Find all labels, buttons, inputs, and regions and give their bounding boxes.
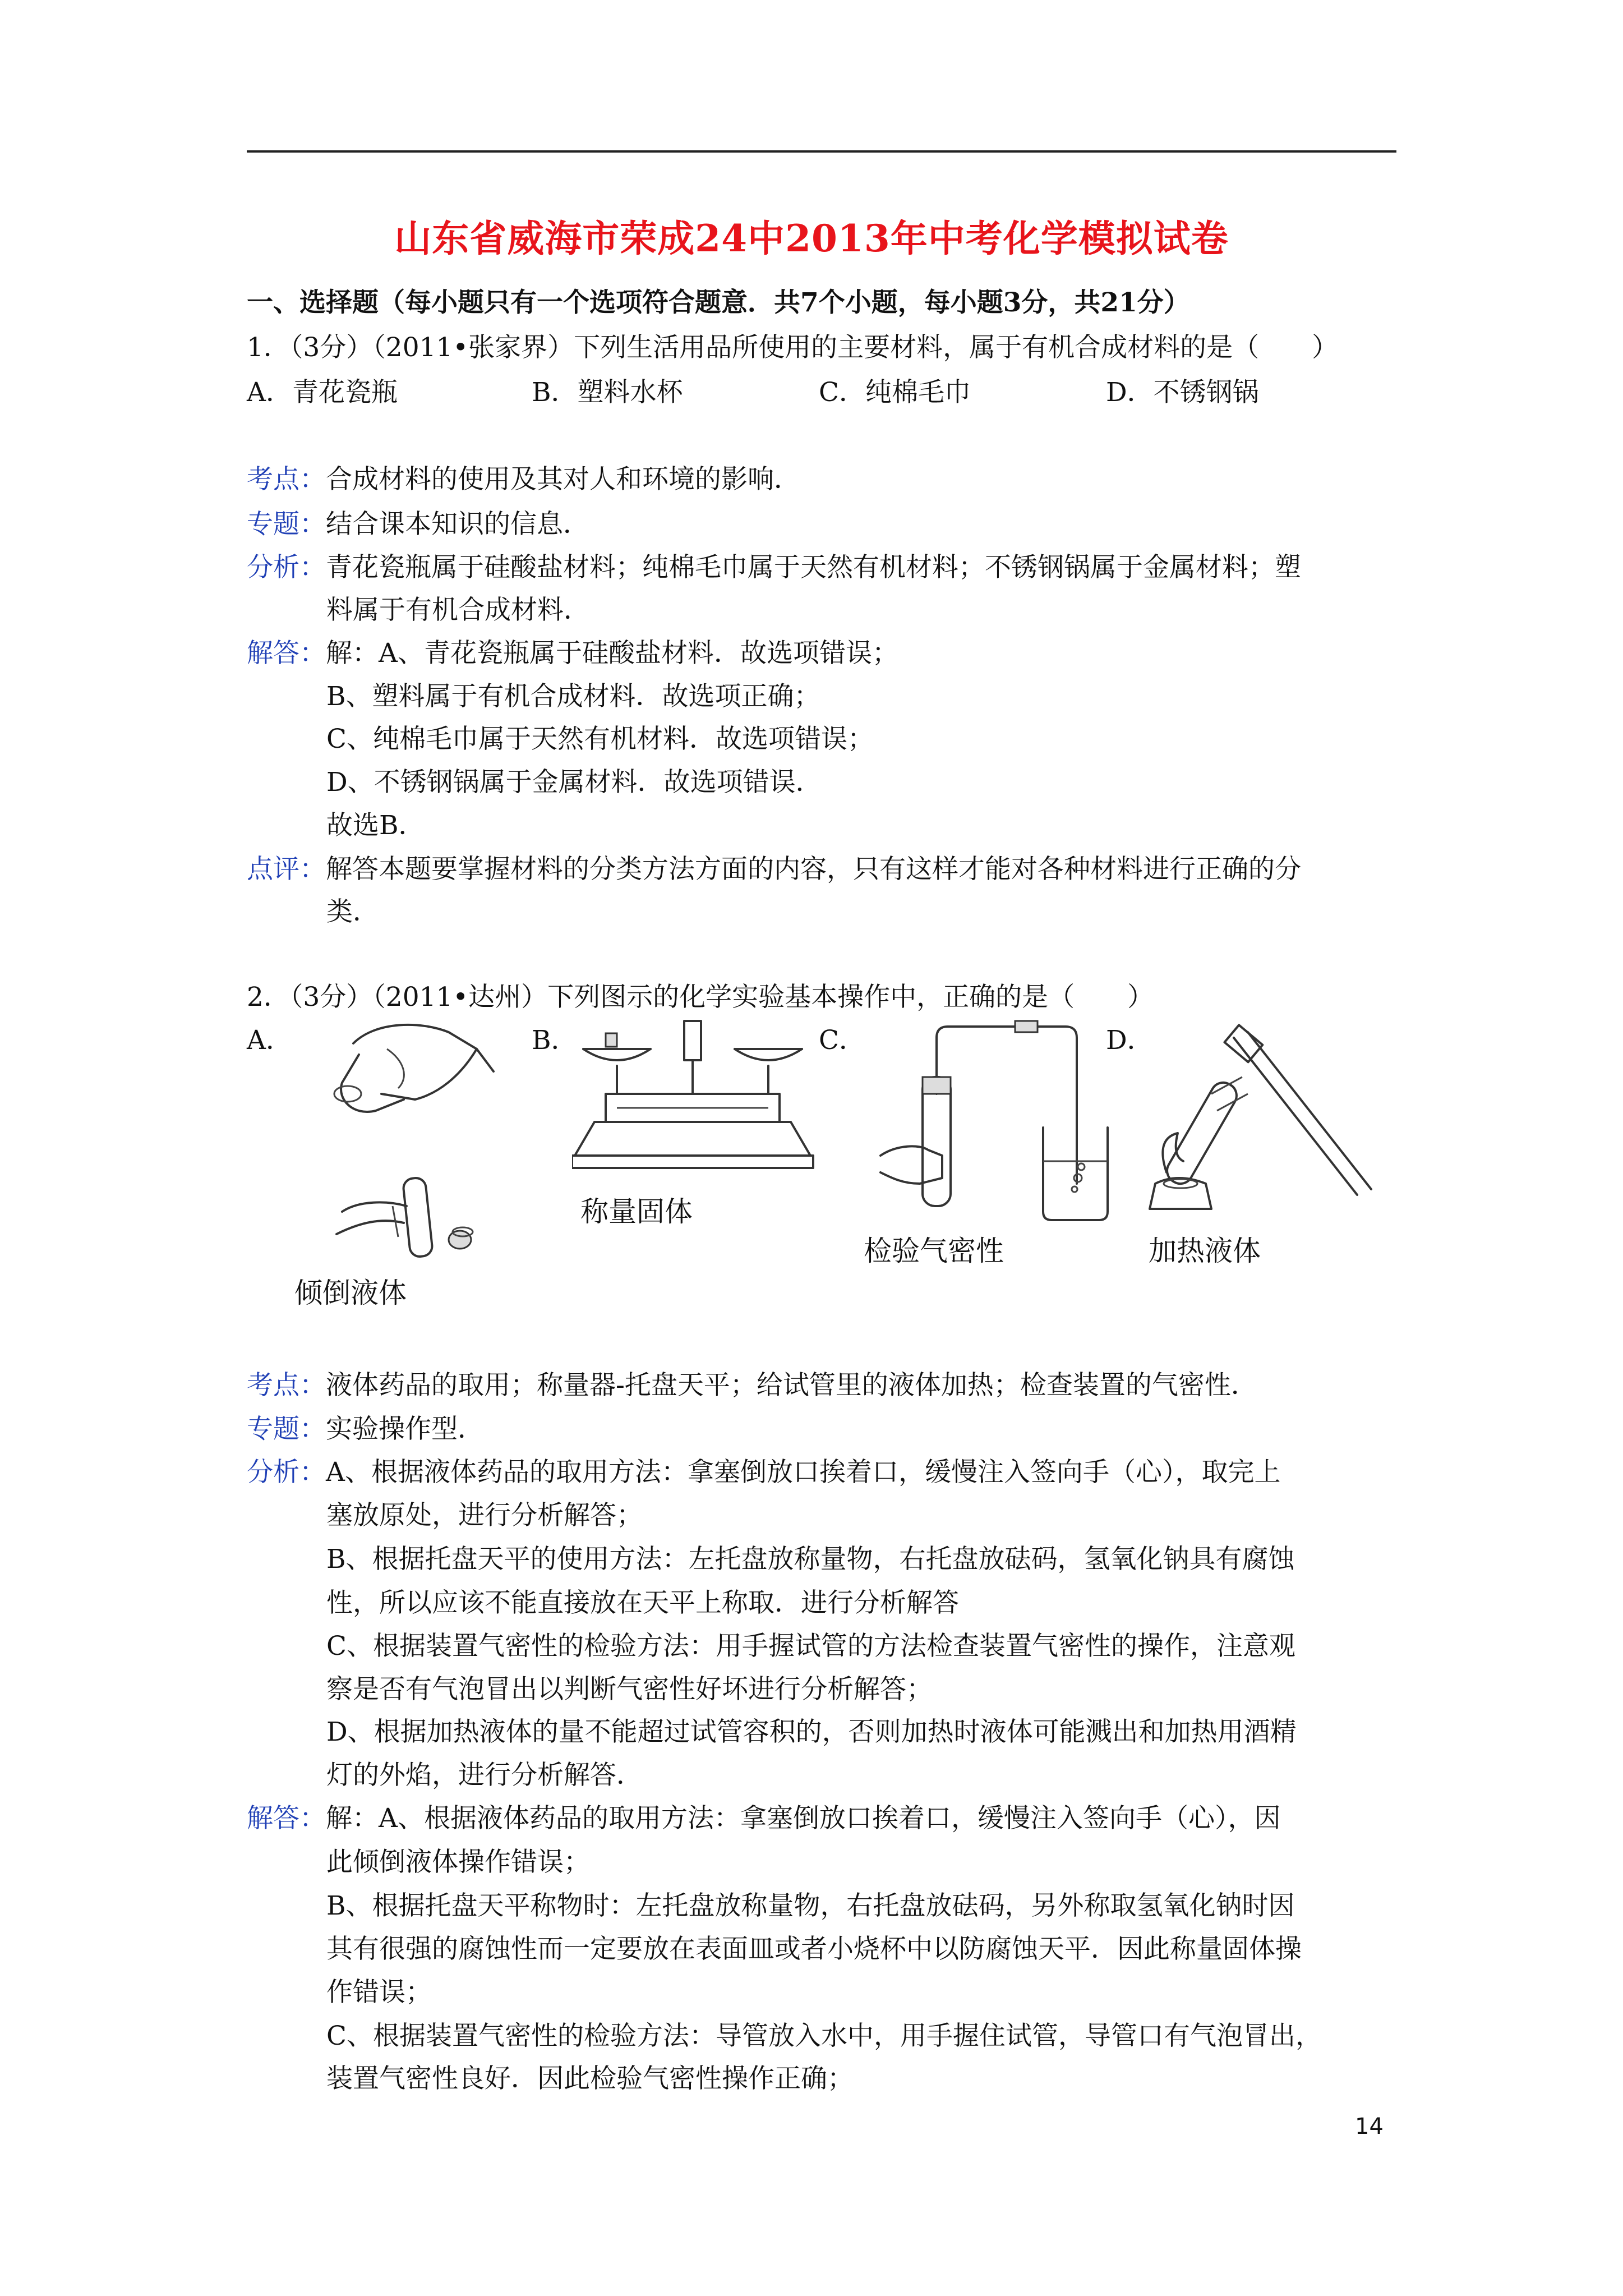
q2-fenxi-text-8: 灯的外焰，进行分析解答． xyxy=(326,1760,643,1791)
q2-jieda-text-6: C、根据装置气密性的检验方法：导管放入水中，用手握住试管，导管口有气泡冒出， xyxy=(326,2021,1322,2051)
zhuanti-label: 专题： xyxy=(247,509,326,540)
zhuanti-label-2: 专题： xyxy=(247,1414,326,1444)
q2-kaodian-text: 液体药品的取用；称量器-托盘天平；给试管里的液体加热；检查装置的气密性． xyxy=(326,1370,1257,1401)
q1-kaodian xyxy=(247,463,800,496)
fenxi-label-2: 分析： xyxy=(247,1457,326,1488)
q1-kaodian-text: 合成材料的使用及其对人和环境的影响． xyxy=(326,464,800,495)
q2-option-c-letter: C． xyxy=(819,1025,865,1056)
q1-dianping-text-1: 解答本题要掌握材料的分类方法方面的内容，只有这样才能对各种材料进行正确的分 xyxy=(326,854,1301,885)
jieda-label-2: 解答： xyxy=(247,1803,326,1834)
q2-option-b-letter: B． xyxy=(532,1025,578,1056)
header-rule xyxy=(247,150,1396,153)
heating-liquid-illustration xyxy=(1144,1015,1380,1217)
q2-caption-c: 检验气密性 xyxy=(864,1235,1004,1267)
q2-fenxi-text-4: 性，所以应该不能直接放在天平上称取．进行分析解答 xyxy=(326,1588,959,1618)
q2-fenxi xyxy=(247,1456,1280,1489)
q1-jieda-text-3: C、纯棉毛巾属于天然有机材料．故选项错误； xyxy=(326,724,874,754)
fenxi-label: 分析： xyxy=(247,552,326,583)
q1-jieda xyxy=(247,637,898,670)
q1-fenxi xyxy=(247,551,1301,585)
section-heading: 一、选择题（每小题只有一个选项符合题意．共7个小题，每小题3分，共21分） xyxy=(247,287,1190,318)
q2-jieda-text-7: 装置气密性良好．因此检验气密性操作正确； xyxy=(326,2063,854,2094)
dianping-label: 点评： xyxy=(247,854,326,885)
q1-jieda-text-4: D、不锈钢锅属于金属材料．故选项错误． xyxy=(326,767,822,798)
q2-zhuanti-text: 实验操作型． xyxy=(326,1414,484,1444)
q1-option-c: C．纯棉毛巾 xyxy=(819,377,971,408)
q1-stem: 1．（3分）（2011•张家界）下列生活用品所使用的主要材料，属于有机合成材料的是（ ） xyxy=(247,332,1339,363)
pouring-liquid-illustration xyxy=(292,1010,516,1262)
q1-zhuanti-text: 结合课本知识的信息． xyxy=(326,509,589,540)
q2-fenxi-text-2: 塞放原处，进行分析解答； xyxy=(326,1500,643,1531)
kaodian-label: 考点： xyxy=(247,464,326,495)
q2-fenxi-text-1: A、根据液体药品的取用方法：拿塞倒放口挨着口，缓慢注入签向手（心），取完上 xyxy=(326,1457,1281,1488)
q1-dianping-text-2: 类． xyxy=(326,896,379,927)
q2-jieda-text-4: 其有很强的腐蚀性而一定要放在表面皿或者小烧杯中以防腐蚀天平．因此称量固体操 xyxy=(326,1934,1302,1964)
q1-option-b: B．塑料水杯 xyxy=(532,377,683,408)
q1-option-d: D．不锈钢锅 xyxy=(1106,377,1259,408)
q1-dianping xyxy=(247,853,1301,886)
balance-scale-illustration xyxy=(572,1010,819,1189)
q2-caption-b: 称量固体 xyxy=(580,1195,693,1228)
q1-fenxi-text-1: 青花瓷瓶属于硅酸盐材料；纯棉毛巾属于天然有机材料；不锈钢锅属于金属材料；塑 xyxy=(326,552,1301,583)
q2-stem: 2．（3分）（2011•达州）下列图示的化学实验基本操作中，正确的是（ ） xyxy=(247,982,1154,1013)
page-number: 14 xyxy=(1355,2114,1384,2139)
kaodian-label-2: 考点： xyxy=(247,1370,326,1401)
q2-jieda-text-5: 作错误； xyxy=(326,1977,432,2008)
q2-fenxi-text-6: 察是否有气泡冒出以判断气密性好坏进行分析解答； xyxy=(326,1674,933,1705)
q2-jieda-text-1: 解：A、根据液体药品的取用方法：拿塞倒放口挨着口，缓慢注入签向手（心），因 xyxy=(326,1803,1281,1834)
q2-kaodian xyxy=(247,1369,1257,1402)
q1-zhuanti xyxy=(247,508,589,541)
airtightness-test-illustration xyxy=(858,1015,1116,1228)
q2-jieda-text-2: 此倾倒液体操作错误； xyxy=(326,1847,590,1878)
q2-caption-d: 加热液体 xyxy=(1149,1235,1261,1267)
q1-jieda-text-5: 故选B． xyxy=(326,810,425,841)
q2-jieda xyxy=(247,1802,1280,1835)
q2-fenxi-text-7: D、根据加热液体的量不能超过试管容积的，否则加热时液体可能溅出和加热用酒精 xyxy=(326,1717,1297,1747)
q1-jieda-text-2: B、塑料属于有机合成材料．故选项正确； xyxy=(326,681,820,712)
q1-jieda-text-1: 解：A、青花瓷瓶属于硅酸盐材料．故选项错误； xyxy=(326,638,898,669)
q2-option-d-letter: D． xyxy=(1106,1025,1154,1056)
q2-fenxi-text-5: C、根据装置气密性的检验方法：用手握试管的方法检查装置气密性的操作，注意观 xyxy=(326,1631,1295,1662)
q2-option-a-letter: A． xyxy=(247,1025,292,1056)
q1-fenxi-text-2: 料属于有机合成材料． xyxy=(326,595,590,625)
jieda-label: 解答： xyxy=(247,638,326,669)
q1-option-a: A．青花瓷瓶 xyxy=(247,377,398,408)
q2-zhuanti xyxy=(247,1412,484,1446)
q2-fenxi-text-3: B、根据托盘天平的使用方法：左托盘放称量物，右托盘放砝码，氢氧化钠具有腐蚀 xyxy=(326,1544,1295,1575)
page-title: 山东省威海市荣成24中2013年中考化学模拟试卷 xyxy=(394,217,1229,260)
q2-jieda-text-3: B、根据托盘天平称物时：左托盘放称量物，右托盘放砝码，另外称取氢氧化钠时因 xyxy=(326,1890,1295,1921)
q2-caption-a: 倾倒液体 xyxy=(294,1277,407,1309)
